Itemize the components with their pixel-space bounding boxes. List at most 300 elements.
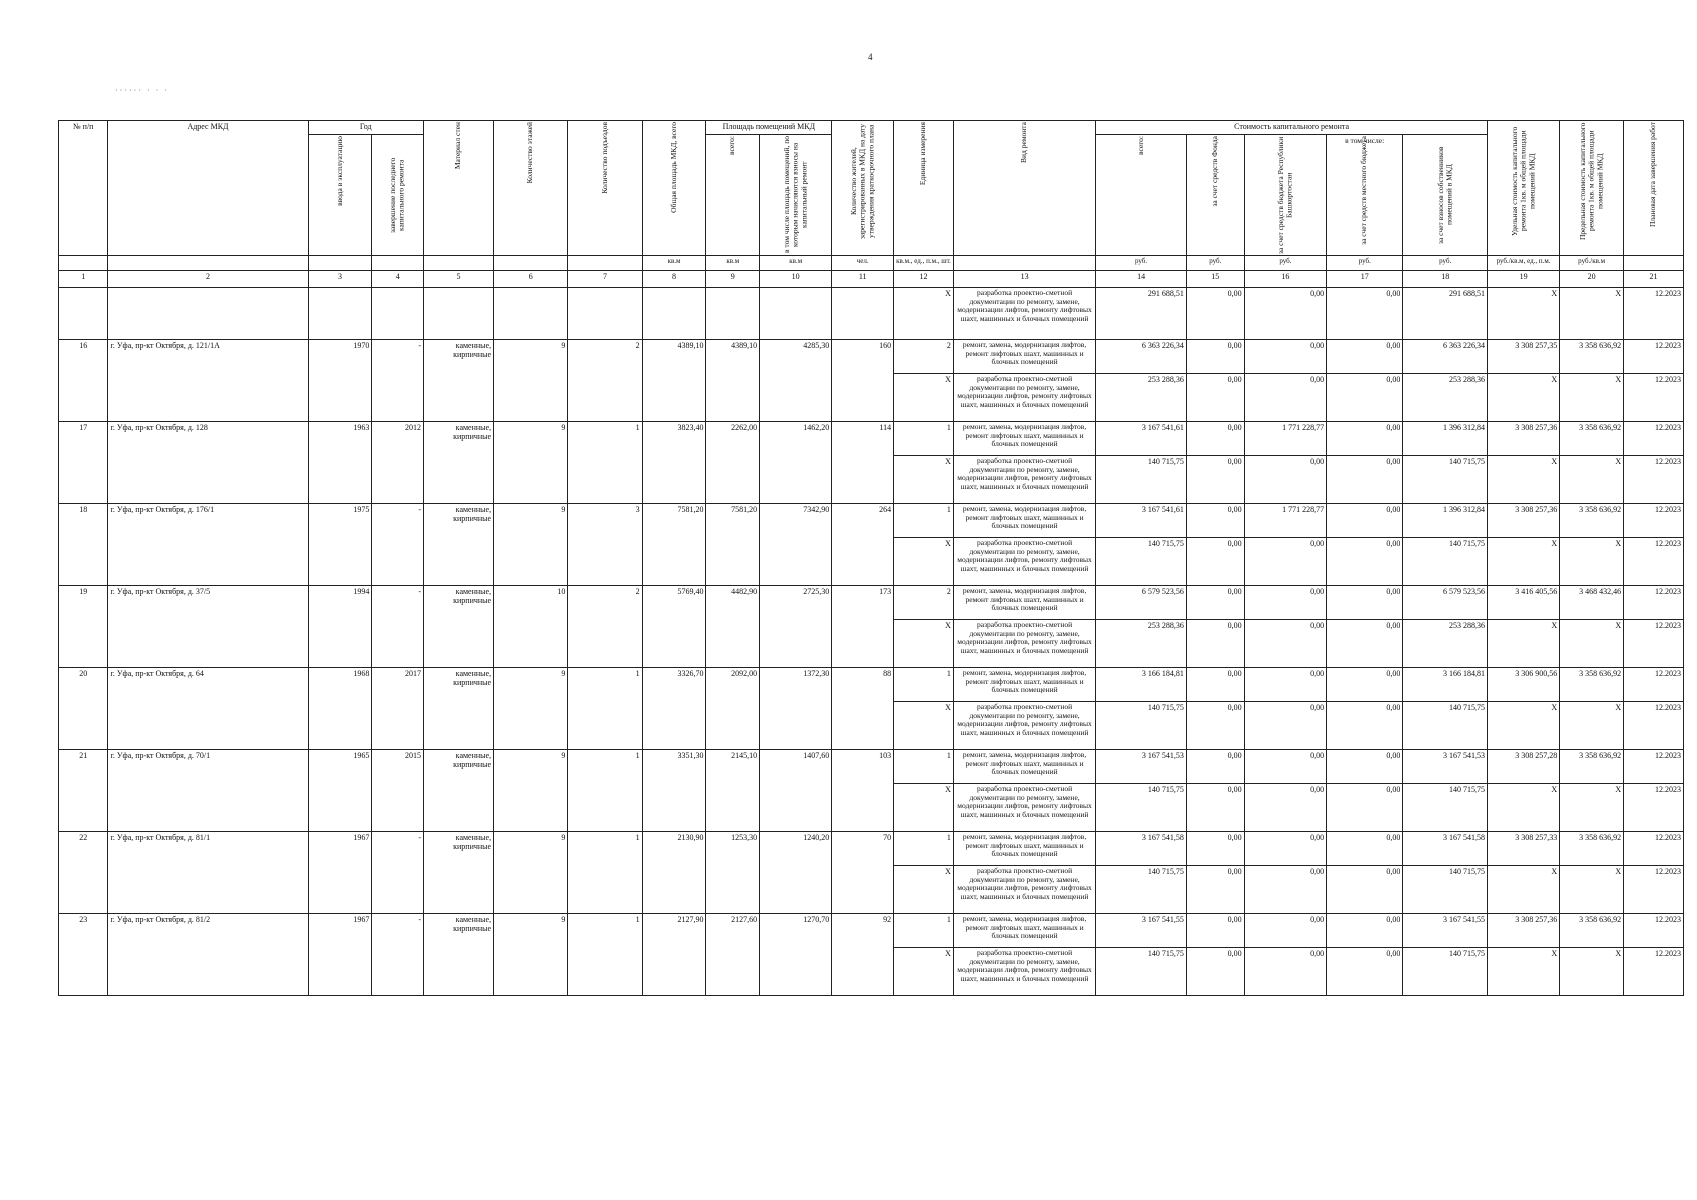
cell-repair-type: разработка проектно-сметной документации по ремонту, замене, модернизации лифтов, ремонту лифтовых шахт, машинных и блочных помещений bbox=[953, 784, 1095, 832]
cell-cost-mb: 0,00 bbox=[1327, 702, 1403, 750]
cell-cost-fund: 0,00 bbox=[1186, 340, 1244, 374]
cell-unit: X bbox=[894, 620, 954, 668]
cell-cost-own: 6 363 226,34 bbox=[1403, 340, 1488, 374]
cell-cost-fund: 0,00 bbox=[1186, 422, 1244, 456]
cell-unit-cost: X bbox=[1488, 374, 1560, 422]
cell-cost-own: 3 167 541,58 bbox=[1403, 832, 1488, 866]
cell-limit-cost: X bbox=[1560, 620, 1624, 668]
cell-limit-cost: 3 358 636,92 bbox=[1560, 914, 1624, 948]
cell-unit: X bbox=[894, 784, 954, 832]
capital-repair-table bbox=[58, 120, 1684, 996]
cell-year-commission: 1968 bbox=[308, 668, 372, 750]
cell-limit-cost: 3 358 636,92 bbox=[1560, 504, 1624, 538]
cell-area-all: 2262,00 bbox=[706, 422, 760, 504]
cell-unit-cost: X bbox=[1488, 620, 1560, 668]
cell-end-date: 12.2023 bbox=[1624, 340, 1684, 374]
cell-cost-total: 140 715,75 bbox=[1096, 538, 1187, 586]
cell-floors: 9 bbox=[494, 340, 568, 422]
cell-total-area: 7581,20 bbox=[642, 504, 706, 586]
cell-total-area: 4389,10 bbox=[642, 340, 706, 422]
cell-repair-type: разработка проектно-сметной документации по ремонту, замене, модернизации лифтов, ремонту лифтовых шахт, машинных и блочных помещений bbox=[953, 538, 1095, 586]
cell-repair-type: разработка проектно-сметной документации по ремонту, замене, модернизации лифтов, ремонту лифтовых шахт, машинных и блочных помещений bbox=[953, 702, 1095, 750]
cell-total-area: 3351,30 bbox=[642, 750, 706, 832]
cell-cost-rb: 0,00 bbox=[1244, 538, 1326, 586]
column-number: 12 bbox=[894, 271, 954, 288]
cell-total-area: 2127,90 bbox=[642, 914, 706, 996]
table-row bbox=[59, 422, 1684, 456]
cell-year-commission: 1967 bbox=[308, 832, 372, 914]
cell-wall-material: каменные, кирпичные bbox=[423, 914, 493, 996]
column-number: 11 bbox=[832, 271, 894, 288]
cell-cost-fund: 0,00 bbox=[1186, 620, 1244, 668]
cell-unit-cost: 3 308 257,36 bbox=[1488, 504, 1560, 538]
cell-cost-mb: 0,00 bbox=[1327, 538, 1403, 586]
cell-cost-total: 140 715,75 bbox=[1096, 866, 1187, 914]
cell-end-date: 12.2023 bbox=[1624, 374, 1684, 422]
cell-row-number: 23 bbox=[59, 914, 108, 996]
cell-residents: 173 bbox=[832, 586, 894, 668]
cell-end-date: 12.2023 bbox=[1624, 586, 1684, 620]
cell-end-date: 12.2023 bbox=[1624, 832, 1684, 866]
cell-end-date: 12.2023 bbox=[1624, 750, 1684, 784]
cell-unit: X bbox=[894, 456, 954, 504]
hdr-number: № п/п bbox=[59, 121, 108, 256]
cell-cost-fund: 0,00 bbox=[1186, 784, 1244, 832]
column-number: 19 bbox=[1488, 271, 1560, 288]
cell-unit-cost: X bbox=[1488, 866, 1560, 914]
cell-cost-fund: 0,00 bbox=[1186, 668, 1244, 702]
cell-year-commission: 1965 bbox=[308, 750, 372, 832]
cell-floors: 9 bbox=[494, 750, 568, 832]
cell-cost-mb: 0,00 bbox=[1327, 914, 1403, 948]
cell-repair-type: ремонт, замена, модернизация лифтов, ремонт лифтовых шахт, машинных и блочных помещений bbox=[953, 832, 1095, 866]
cell-floors: 9 bbox=[494, 914, 568, 996]
cell-total-area: 3326,70 bbox=[642, 668, 706, 750]
cell-repair-type: ремонт, замена, модернизация лифтов, ремонт лифтовых шахт, машинных и блочных помещений bbox=[953, 668, 1095, 702]
table-row bbox=[59, 750, 1684, 784]
cell-repair-type: разработка проектно-сметной документации по ремонту, замене, модернизации лифтов, ремонту лифтовых шахт, машинных и блочных помещений bbox=[953, 374, 1095, 422]
cell-address: г. Уфа, пр-кт Октября, д. 128 bbox=[108, 422, 308, 504]
cell-address: г. Уфа, пр-кт Октября, д. 37/5 bbox=[108, 586, 308, 668]
cell-limit-cost: 3 358 636,92 bbox=[1560, 750, 1624, 784]
cell-cost-total: 3 167 541,61 bbox=[1096, 504, 1187, 538]
cell-unit: X bbox=[894, 538, 954, 586]
cell-year-commission: 1994 bbox=[308, 586, 372, 668]
cell-cost-fund: 0,00 bbox=[1186, 538, 1244, 586]
cell-cost-rb: 0,00 bbox=[1244, 832, 1326, 866]
cell-wall-material: каменные, кирпичные bbox=[423, 422, 493, 504]
hdr-limit-cost: Предельная стоимость капитального ремонта 1кв. м общей площади помещений МКД bbox=[1560, 121, 1624, 256]
hdr-cost-fund: за счет средств Фонда bbox=[1186, 135, 1244, 256]
cell-end-date: 12.2023 bbox=[1624, 914, 1684, 948]
cell-cost-fund: 0,00 bbox=[1186, 586, 1244, 620]
cell-cost-rb: 0,00 bbox=[1244, 784, 1326, 832]
cell-entrances: 1 bbox=[568, 914, 642, 996]
cell-year-commission: 1963 bbox=[308, 422, 372, 504]
column-number: 8 bbox=[642, 271, 706, 288]
cell-year-last-repair: - bbox=[372, 914, 424, 996]
cell-cost-rb: 0,00 bbox=[1244, 914, 1326, 948]
cell-repair-type: разработка проектно-сметной документации по ремонту, замене, модернизации лифтов, ремонту лифтовых шахт, машинных и блочных помещений bbox=[953, 620, 1095, 668]
cell-cost-mb: 0,00 bbox=[1327, 586, 1403, 620]
cell-area-all: 4389,10 bbox=[706, 340, 760, 422]
hdr-cost-rb: в том числе: за счет средств бюджета Республики Башкортостан bbox=[1244, 135, 1326, 256]
cell-address: г. Уфа, пр-кт Октября, д. 64 bbox=[108, 668, 308, 750]
cell-unit-cost: 3 416 405,56 bbox=[1488, 586, 1560, 620]
cell-unit-cost: 3 308 257,33 bbox=[1488, 832, 1560, 866]
cell-row-number: 18 bbox=[59, 504, 108, 586]
cell-cost-total: 140 715,75 bbox=[1096, 702, 1187, 750]
cell-repair-type: ремонт, замена, модернизация лифтов, ремонт лифтовых шахт, машинных и блочных помещений bbox=[953, 586, 1095, 620]
cell-cost-total: 140 715,75 bbox=[1096, 456, 1187, 504]
column-number: 9 bbox=[706, 271, 760, 288]
cell-unit-cost: X bbox=[1488, 948, 1560, 996]
cell-row-number: 22 bbox=[59, 832, 108, 914]
cell-floors: 9 bbox=[494, 422, 568, 504]
column-number: 13 bbox=[953, 271, 1095, 288]
cell-floors: 10 bbox=[494, 586, 568, 668]
cell-repair-type: разработка проектно-сметной документации по ремонту, замене, модернизации лифтов, ремонту лифтовых шахт, машинных и блочных помещений bbox=[953, 456, 1095, 504]
cell-wall-material: каменные, кирпичные bbox=[423, 504, 493, 586]
cell-cost-own: 253 288,36 bbox=[1403, 374, 1488, 422]
cell-unit: 1 bbox=[894, 832, 954, 866]
cell-cost-total: 3 166 184,81 bbox=[1096, 668, 1187, 702]
cell-limit-cost: 3 358 636,92 bbox=[1560, 832, 1624, 866]
cell-cost-mb: 0,00 bbox=[1327, 422, 1403, 456]
cell-cost-rb: 0,00 bbox=[1244, 586, 1326, 620]
cell-entrances: 2 bbox=[568, 586, 642, 668]
cell-row-number: 21 bbox=[59, 750, 108, 832]
cell-limit-cost: 3 358 636,92 bbox=[1560, 422, 1624, 456]
cell-year-commission: 1975 bbox=[308, 504, 372, 586]
column-number: 17 bbox=[1327, 271, 1403, 288]
cell-cost-total: 6 363 226,34 bbox=[1096, 340, 1187, 374]
cell-repair-type: разработка проектно-сметной документации по ремонту, замене, модернизации лифтов, ремонту лифтовых шахт, машинных и блочных помещений bbox=[953, 948, 1095, 996]
cell-limit-cost: X bbox=[1560, 948, 1624, 996]
hdr-end-date: Плановая дата завершения работ bbox=[1624, 121, 1684, 256]
cell-year-commission: 1967 bbox=[308, 914, 372, 996]
cell-cost-total: 6 579 523,56 bbox=[1096, 586, 1187, 620]
cell-cost-rb: 0,00 bbox=[1244, 866, 1326, 914]
cell-cost-rb: 1 771 228,77 bbox=[1244, 504, 1326, 538]
cell-cost-mb: 0,00 bbox=[1327, 504, 1403, 538]
cell-cost-own: 140 715,75 bbox=[1403, 948, 1488, 996]
cell-limit-cost: 3 358 636,92 bbox=[1560, 340, 1624, 374]
cell-entrances: 3 bbox=[568, 504, 642, 586]
cell-wall-material: каменные, кирпичные bbox=[423, 832, 493, 914]
cell-cost-mb: 0,00 bbox=[1327, 374, 1403, 422]
cell-unit-cost: 3 306 900,56 bbox=[1488, 668, 1560, 702]
cell-year-last-repair: - bbox=[372, 504, 424, 586]
cell-residents: 92 bbox=[832, 914, 894, 996]
cell-cost-own: 3 167 541,53 bbox=[1403, 750, 1488, 784]
cell-cost-fund: 0,00 bbox=[1186, 866, 1244, 914]
cell-limit-cost: 3 358 636,92 bbox=[1560, 668, 1624, 702]
cell-area-contrib: 7342,90 bbox=[760, 504, 832, 586]
cell-area-contrib: 2725,30 bbox=[760, 586, 832, 668]
carry-over-row: X разработка проектно-сметной документации по ремонту, замене, модернизации лифтов, ремонту лифтовых шахт, машинных и блочных помещений 291 688,51 0,00 0,00 0,00 291 688,51 X X 12.2023 bbox=[59, 288, 1684, 340]
cell-cost-own: 1 396 312,84 bbox=[1403, 422, 1488, 456]
cell-cost-rb: 0,00 bbox=[1244, 948, 1326, 996]
page-number: 4 bbox=[868, 52, 873, 62]
cell-unit-cost: 3 308 257,36 bbox=[1488, 914, 1560, 948]
cell-end-date: 12.2023 bbox=[1624, 504, 1684, 538]
cell-unit-cost: X bbox=[1488, 538, 1560, 586]
cell-total-area: 2130,90 bbox=[642, 832, 706, 914]
hdr-year-group: Год bbox=[308, 121, 423, 135]
cell-wall-material: каменные, кирпичные bbox=[423, 750, 493, 832]
cell-unit: X bbox=[894, 866, 954, 914]
cell-unit: 2 bbox=[894, 340, 954, 374]
scan-noise: ······ · · · bbox=[115, 86, 169, 95]
cell-cost-fund: 0,00 bbox=[1186, 914, 1244, 948]
cell-floors: 9 bbox=[494, 668, 568, 750]
cell-row-number: 17 bbox=[59, 422, 108, 504]
hdr-area-contrib: в том числе площадь помещений, по которым начисляются взносы на капитальный ремонт bbox=[760, 135, 832, 256]
cell-cost-own: 140 715,75 bbox=[1403, 702, 1488, 750]
cell-year-last-repair: - bbox=[372, 586, 424, 668]
column-numbers-row bbox=[59, 271, 1684, 288]
cell-floors: 9 bbox=[494, 832, 568, 914]
cell-cost-mb: 0,00 bbox=[1327, 668, 1403, 702]
cell-cost-total: 3 167 541,55 bbox=[1096, 914, 1187, 948]
hdr-floors: Количество этажей bbox=[494, 121, 568, 256]
cell-cost-fund: 0,00 bbox=[1186, 504, 1244, 538]
column-number: 18 bbox=[1403, 271, 1488, 288]
cell-end-date: 12.2023 bbox=[1624, 620, 1684, 668]
table-row bbox=[59, 504, 1684, 538]
cell-cost-mb: 0,00 bbox=[1327, 620, 1403, 668]
column-number: 10 bbox=[760, 271, 832, 288]
cell-residents: 114 bbox=[832, 422, 894, 504]
cell-entrances: 1 bbox=[568, 750, 642, 832]
column-number: 7 bbox=[568, 271, 642, 288]
hdr-year-last-repair: завершение последнего капитального ремонта bbox=[372, 135, 424, 256]
cell-residents: 160 bbox=[832, 340, 894, 422]
cell-unit-cost: 3 308 257,35 bbox=[1488, 340, 1560, 374]
cell-cost-total: 140 715,75 bbox=[1096, 948, 1187, 996]
cell-repair-type: ремонт, замена, модернизация лифтов, ремонт лифтовых шахт, машинных и блочных помещений bbox=[953, 340, 1095, 374]
cell-row-number: 19 bbox=[59, 586, 108, 668]
cell-end-date: 12.2023 bbox=[1624, 866, 1684, 914]
column-number: 1 bbox=[59, 271, 108, 288]
cell-cost-mb: 0,00 bbox=[1327, 866, 1403, 914]
cell-unit-cost: X bbox=[1488, 702, 1560, 750]
column-number: 3 bbox=[308, 271, 372, 288]
cell-area-contrib: 4285,30 bbox=[760, 340, 832, 422]
cell-unit: 1 bbox=[894, 750, 954, 784]
cell-cost-own: 3 167 541,55 bbox=[1403, 914, 1488, 948]
cell-area-all: 2145,10 bbox=[706, 750, 760, 832]
hdr-entrances: Количество подъездов bbox=[568, 121, 642, 256]
cell-residents: 103 bbox=[832, 750, 894, 832]
cell-cost-rb: 0,00 bbox=[1244, 702, 1326, 750]
cell-cost-rb: 1 771 228,77 bbox=[1244, 422, 1326, 456]
hdr-cost-own: за счет взносов собственников помещений в МКД bbox=[1403, 135, 1488, 256]
cell-limit-cost: X bbox=[1560, 702, 1624, 750]
hdr-cost-mb: за счет средств местного бюджета bbox=[1327, 135, 1403, 256]
cell-area-all: 4482,90 bbox=[706, 586, 760, 668]
cell-cost-rb: 0,00 bbox=[1244, 456, 1326, 504]
cell-limit-cost: X bbox=[1560, 784, 1624, 832]
cell-area-contrib: 1372,30 bbox=[760, 668, 832, 750]
cell-unit: X bbox=[894, 948, 954, 996]
cell-row-number: 16 bbox=[59, 340, 108, 422]
cell-cost-own: 140 715,75 bbox=[1403, 866, 1488, 914]
cell-end-date: 12.2023 bbox=[1624, 668, 1684, 702]
cell-entrances: 2 bbox=[568, 340, 642, 422]
column-number: 14 bbox=[1096, 271, 1187, 288]
cell-year-commission: 1970 bbox=[308, 340, 372, 422]
cell-area-all: 1253,30 bbox=[706, 832, 760, 914]
cell-area-all: 2092,00 bbox=[706, 668, 760, 750]
cell-cost-fund: 0,00 bbox=[1186, 948, 1244, 996]
cell-wall-material: каменные, кирпичные bbox=[423, 586, 493, 668]
cell-cost-total: 140 715,75 bbox=[1096, 784, 1187, 832]
cell-area-all: 2127,60 bbox=[706, 914, 760, 996]
cell-limit-cost: 3 468 432,46 bbox=[1560, 586, 1624, 620]
hdr-repair-type: Вид ремонта bbox=[953, 121, 1095, 256]
cell-cost-mb: 0,00 bbox=[1327, 948, 1403, 996]
hdr-area-all: всего: bbox=[706, 135, 760, 256]
cell-cost-mb: 0,00 bbox=[1327, 340, 1403, 374]
hdr-year-commission: ввода в эксплуатацию bbox=[308, 135, 372, 256]
hdr-area-group: Площадь помещений МКД bbox=[706, 121, 832, 135]
cell-cost-total: 3 167 541,58 bbox=[1096, 832, 1187, 866]
cell-limit-cost: X bbox=[1560, 538, 1624, 586]
column-number: 21 bbox=[1624, 271, 1684, 288]
column-number: 16 bbox=[1244, 271, 1326, 288]
cell-cost-total: 253 288,36 bbox=[1096, 374, 1187, 422]
cell-residents: 70 bbox=[832, 832, 894, 914]
hdr-unit-cost: Удельная стоимость капитального ремонта 1кв. м общей площади помещений МКД bbox=[1488, 121, 1560, 256]
cell-unit: 2 bbox=[894, 586, 954, 620]
cell-cost-total: 3 167 541,61 bbox=[1096, 422, 1187, 456]
cell-residents: 88 bbox=[832, 668, 894, 750]
cell-unit: 1 bbox=[894, 914, 954, 948]
hdr-address: Адрес МКД bbox=[108, 121, 308, 256]
cell-cost-own: 6 579 523,56 bbox=[1403, 586, 1488, 620]
hdr-residents: Количество жителей, зарегистрированных в МКД на дату утверждения краткосрочного плана bbox=[832, 121, 894, 256]
cell-year-last-repair: 2015 bbox=[372, 750, 424, 832]
cell-unit: X bbox=[894, 374, 954, 422]
table-row bbox=[59, 832, 1684, 866]
table-row bbox=[59, 914, 1684, 948]
cell-wall-material: каменные, кирпичные bbox=[423, 668, 493, 750]
cell-area-contrib: 1407,60 bbox=[760, 750, 832, 832]
cell-cost-fund: 0,00 bbox=[1186, 374, 1244, 422]
cell-cost-rb: 0,00 bbox=[1244, 340, 1326, 374]
cell-address: г. Уфа, пр-кт Октября, д. 81/1 bbox=[108, 832, 308, 914]
cell-end-date: 12.2023 bbox=[1624, 538, 1684, 586]
cell-unit: 1 bbox=[894, 668, 954, 702]
cell-cost-mb: 0,00 bbox=[1327, 832, 1403, 866]
cell-unit-cost: X bbox=[1488, 784, 1560, 832]
cell-limit-cost: X bbox=[1560, 866, 1624, 914]
cell-floors: 9 bbox=[494, 504, 568, 586]
cell-limit-cost: X bbox=[1560, 374, 1624, 422]
units-row: кв.м кв.м кв.м чел. кв.м., ед., п.м., шт. руб. руб. руб. руб. руб. руб./кв.м, ед., п.м. руб./кв.м bbox=[59, 256, 1684, 271]
cell-repair-type: ремонт, замена, модернизация лифтов, ремонт лифтовых шахт, машинных и блочных помещений bbox=[953, 504, 1095, 538]
cell-repair-type: разработка проектно-сметной документации по ремонту, замене, модернизации лифтов, ремонту лифтовых шахт, машинных и блочных помещений bbox=[953, 866, 1095, 914]
cell-cost-fund: 0,00 bbox=[1186, 832, 1244, 866]
cell-repair-type: ремонт, замена, модернизация лифтов, ремонт лифтовых шахт, машинных и блочных помещений bbox=[953, 422, 1095, 456]
cell-cost-own: 1 396 312,84 bbox=[1403, 504, 1488, 538]
cell-end-date: 12.2023 bbox=[1624, 422, 1684, 456]
cell-wall-material: каменные, кирпичные bbox=[423, 340, 493, 422]
cell-cost-fund: 0,00 bbox=[1186, 456, 1244, 504]
cell-year-last-repair: 2017 bbox=[372, 668, 424, 750]
hdr-total-area: Общая площадь МКД, всего bbox=[642, 121, 706, 256]
cell-limit-cost: X bbox=[1560, 456, 1624, 504]
cell-entrances: 1 bbox=[568, 832, 642, 914]
cell-unit-cost: 3 308 257,28 bbox=[1488, 750, 1560, 784]
cell-unit-cost: X bbox=[1488, 456, 1560, 504]
column-number: 5 bbox=[423, 271, 493, 288]
cell-unit-cost: 3 308 257,36 bbox=[1488, 422, 1560, 456]
cell-cost-own: 3 166 184,81 bbox=[1403, 668, 1488, 702]
cell-area-contrib: 1270,70 bbox=[760, 914, 832, 996]
cell-entrances: 1 bbox=[568, 668, 642, 750]
cell-cost-own: 140 715,75 bbox=[1403, 456, 1488, 504]
hdr-wall-material: Материал стен bbox=[423, 121, 493, 256]
cell-cost-rb: 0,00 bbox=[1244, 374, 1326, 422]
cell-address: г. Уфа, пр-кт Октября, д. 121/1А bbox=[108, 340, 308, 422]
cell-address: г. Уфа, пр-кт Октября, д. 176/1 bbox=[108, 504, 308, 586]
cell-cost-mb: 0,00 bbox=[1327, 750, 1403, 784]
cell-unit: X bbox=[894, 702, 954, 750]
cell-year-last-repair: - bbox=[372, 832, 424, 914]
cell-entrances: 1 bbox=[568, 422, 642, 504]
column-number: 2 bbox=[108, 271, 308, 288]
cell-cost-total: 253 288,36 bbox=[1096, 620, 1187, 668]
cell-cost-fund: 0,00 bbox=[1186, 750, 1244, 784]
cell-residents: 264 bbox=[832, 504, 894, 586]
cell-cost-mb: 0,00 bbox=[1327, 456, 1403, 504]
cell-cost-rb: 0,00 bbox=[1244, 620, 1326, 668]
cell-year-last-repair: 2012 bbox=[372, 422, 424, 504]
cell-cost-total: 3 167 541,53 bbox=[1096, 750, 1187, 784]
cell-cost-own: 140 715,75 bbox=[1403, 784, 1488, 832]
cell-row-number: 20 bbox=[59, 668, 108, 750]
cell-unit: 1 bbox=[894, 422, 954, 456]
hdr-cost-group: Стоимость капитального ремонта bbox=[1096, 121, 1488, 135]
table-row bbox=[59, 668, 1684, 702]
cell-cost-mb: 0,00 bbox=[1327, 784, 1403, 832]
cell-cost-own: 253 288,36 bbox=[1403, 620, 1488, 668]
cell-cost-rb: 0,00 bbox=[1244, 668, 1326, 702]
cell-total-area: 3823,40 bbox=[642, 422, 706, 504]
column-number: 4 bbox=[372, 271, 424, 288]
column-number: 15 bbox=[1186, 271, 1244, 288]
cell-address: г. Уфа, пр-кт Октября, д. 70/1 bbox=[108, 750, 308, 832]
column-number: 6 bbox=[494, 271, 568, 288]
cell-end-date: 12.2023 bbox=[1624, 456, 1684, 504]
table-row bbox=[59, 340, 1684, 374]
cell-end-date: 12.2023 bbox=[1624, 702, 1684, 750]
hdr-cost-total: всего: bbox=[1096, 135, 1187, 256]
cell-area-contrib: 1240,20 bbox=[760, 832, 832, 914]
cell-unit: 1 bbox=[894, 504, 954, 538]
cell-repair-type: ремонт, замена, модернизация лифтов, ремонт лифтовых шахт, машинных и блочных помещений bbox=[953, 750, 1095, 784]
hdr-unit: Единица измерения bbox=[894, 121, 954, 256]
hdr-incl: в том числе: bbox=[1345, 136, 1385, 145]
cell-cost-rb: 0,00 bbox=[1244, 750, 1326, 784]
cell-area-all: 7581,20 bbox=[706, 504, 760, 586]
cell-total-area: 5769,40 bbox=[642, 586, 706, 668]
table-row bbox=[59, 586, 1684, 620]
cell-repair-type: ремонт, замена, модернизация лифтов, ремонт лифтовых шахт, машинных и блочных помещений bbox=[953, 914, 1095, 948]
